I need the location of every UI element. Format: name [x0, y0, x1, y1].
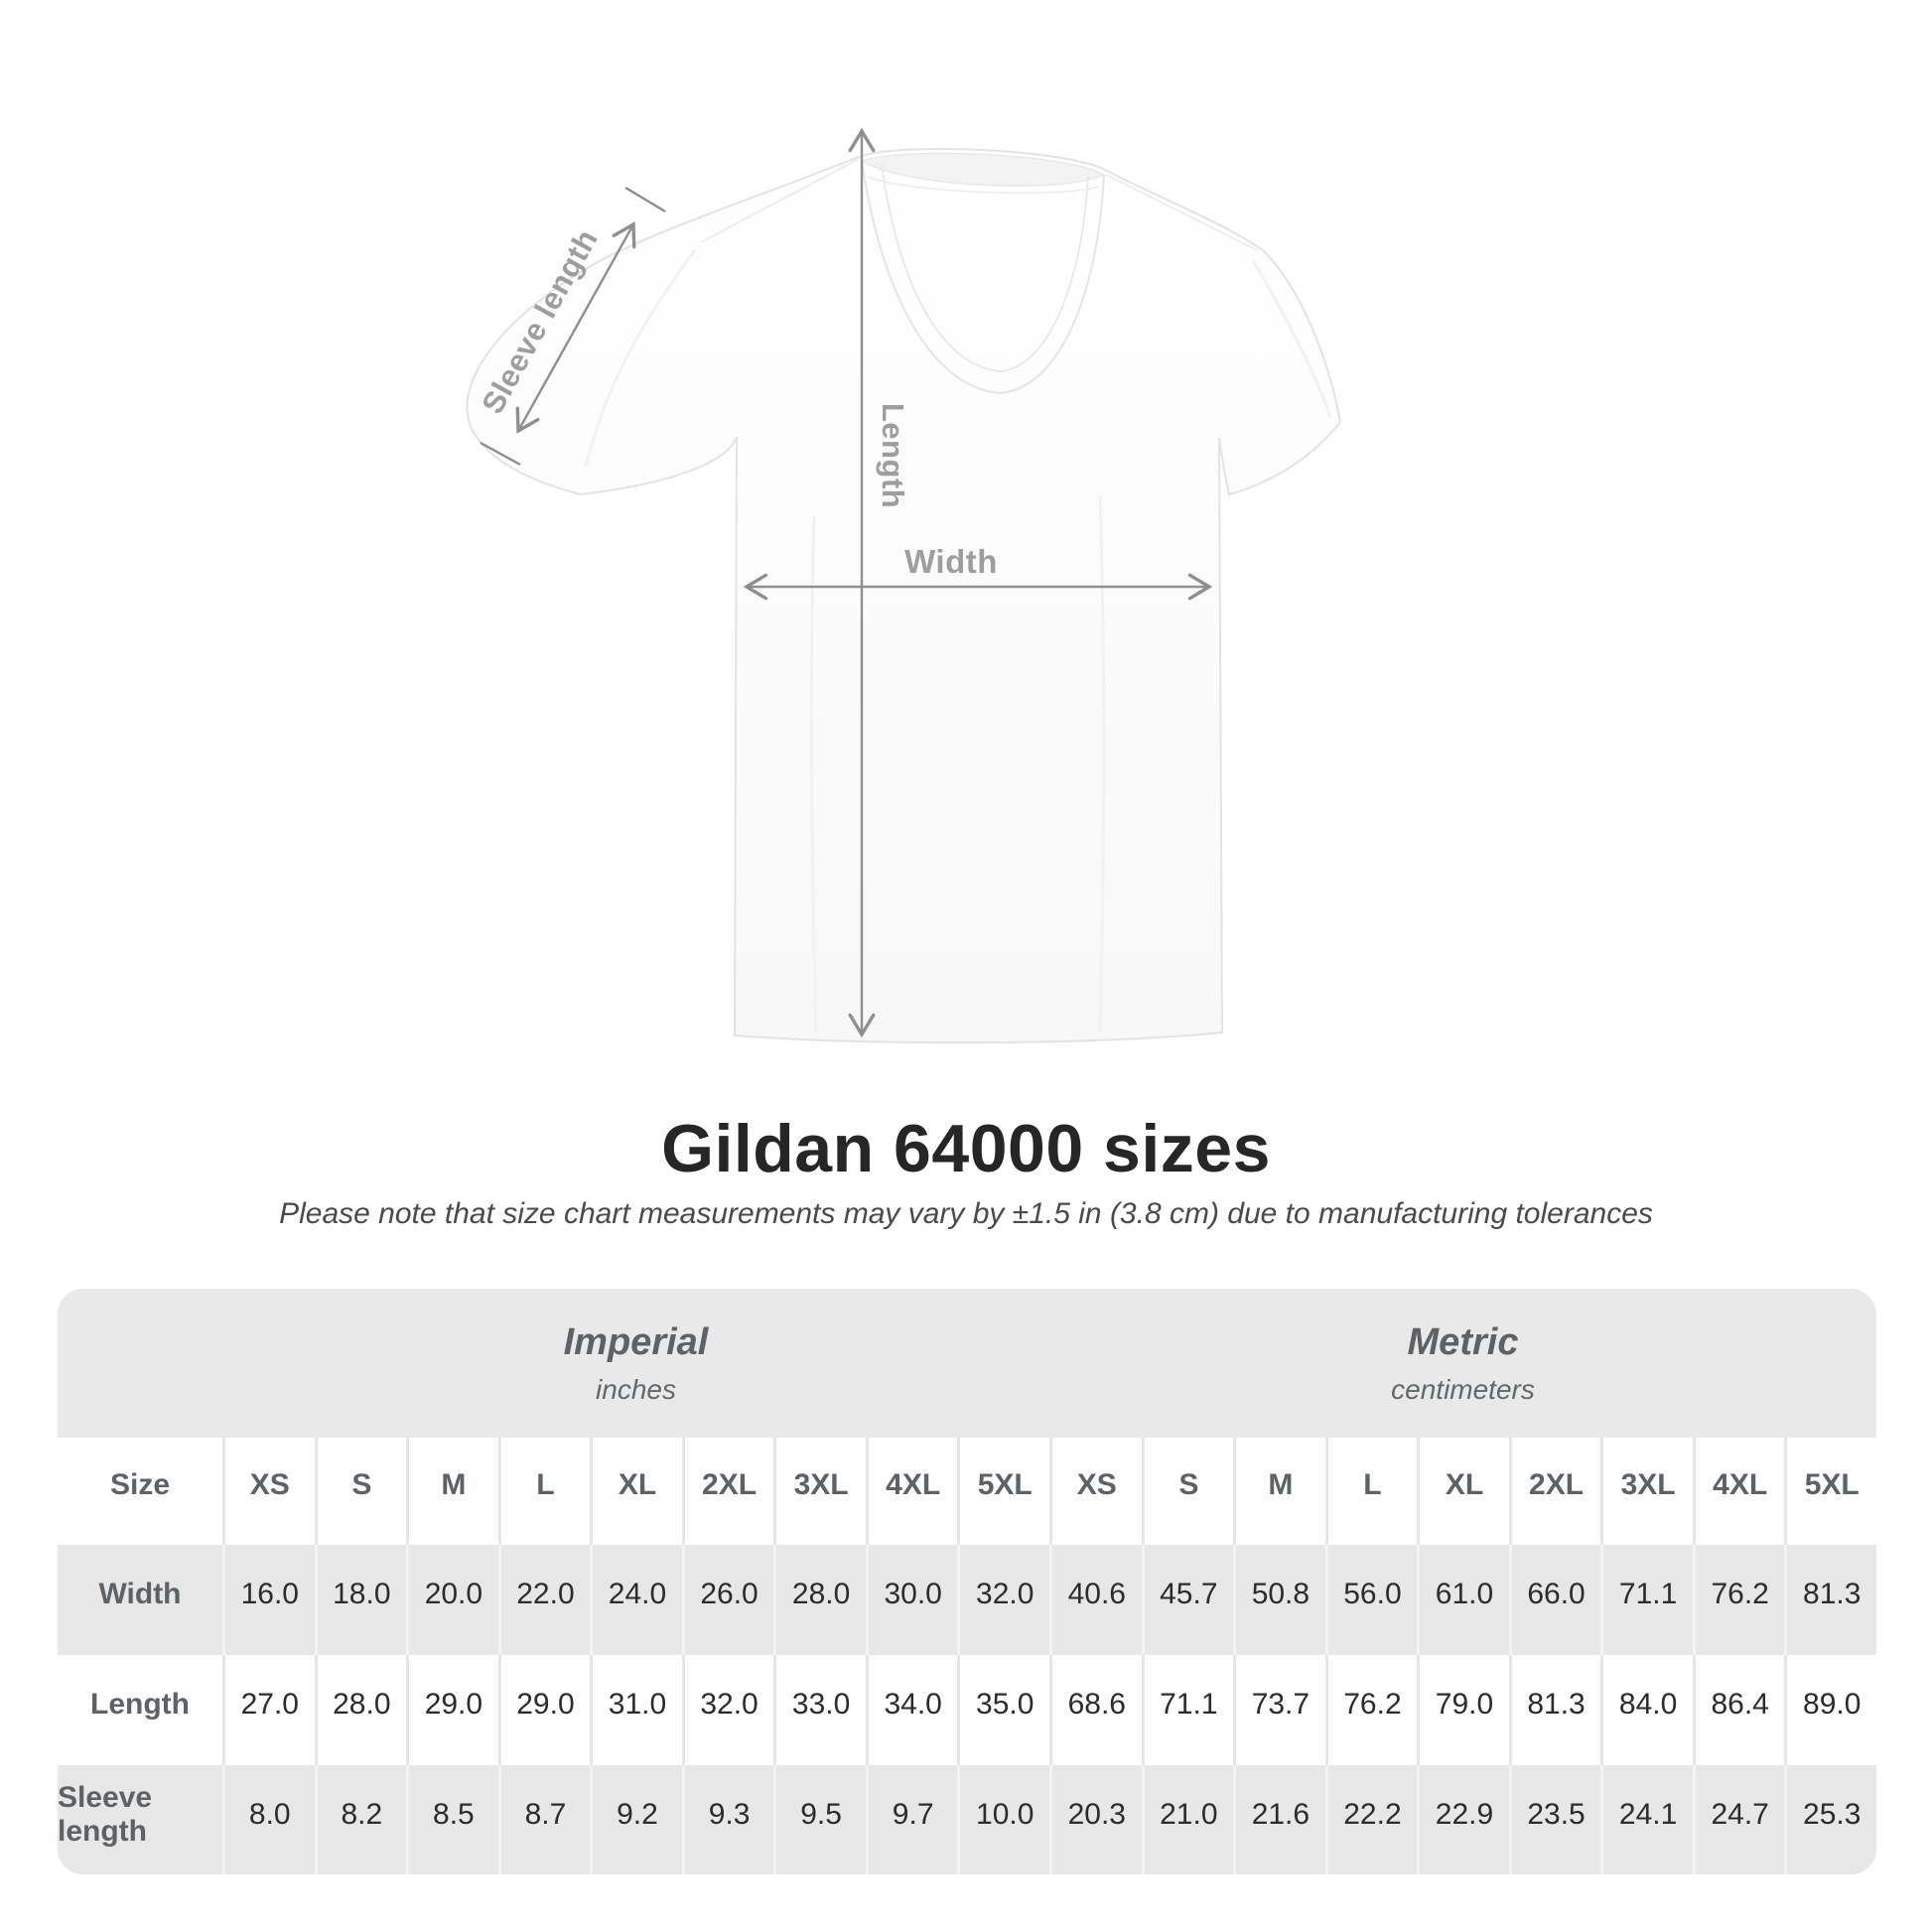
value-cell: 71.1 — [1142, 1655, 1234, 1765]
value-cell: 27.0 — [222, 1655, 315, 1765]
value-cell: 8.5 — [406, 1765, 498, 1874]
value-cell: 20.0 — [406, 1545, 498, 1655]
row-label: Length — [90, 1687, 190, 1721]
size-header-metric-l: L — [1325, 1438, 1418, 1545]
size-header-imperial-s: S — [315, 1438, 407, 1545]
value-cell: 76.2 — [1693, 1545, 1785, 1655]
value-cell: 86.4 — [1693, 1655, 1785, 1765]
size-header-imperial-3xl: 3XL — [773, 1438, 866, 1545]
value-cell: 81.3 — [1784, 1545, 1876, 1655]
imperial-title: Imperial — [563, 1320, 709, 1363]
size-header-imperial-xl: XL — [590, 1438, 682, 1545]
value-cell: 21.0 — [1142, 1765, 1234, 1874]
value-cell: 9.5 — [773, 1765, 866, 1874]
value-cell: 40.6 — [1049, 1545, 1142, 1655]
value-cell: 22.9 — [1417, 1765, 1509, 1874]
value-cell: 25.3 — [1784, 1765, 1876, 1874]
value-cell: 76.2 — [1325, 1655, 1418, 1765]
length-label: Length — [876, 402, 910, 509]
value-cell: 24.0 — [590, 1545, 682, 1655]
value-cell: 24.7 — [1693, 1765, 1785, 1874]
table-row-length — [58, 1655, 1876, 1765]
value-cell: 33.0 — [773, 1655, 866, 1765]
sleeve-length-label: Sleeve length — [475, 223, 605, 420]
value-cell: 73.7 — [1233, 1655, 1325, 1765]
sleeve-end-tick-top — [625, 188, 665, 211]
value-cell: 16.0 — [222, 1545, 315, 1655]
size-header-metric-xs: XS — [1049, 1438, 1142, 1545]
value-cell: 8.7 — [498, 1765, 591, 1874]
value-cell: 66.0 — [1509, 1545, 1601, 1655]
value-cell: 81.3 — [1509, 1655, 1601, 1765]
units-band — [58, 1289, 1876, 1438]
row-label: Sleeve length — [58, 1780, 153, 1848]
value-cell: 68.6 — [1049, 1655, 1142, 1765]
value-cell: 30.0 — [866, 1545, 958, 1655]
metric-section-header — [1049, 1321, 1876, 1406]
value-cell: 89.0 — [1784, 1655, 1876, 1765]
table-row-sleeve-length — [58, 1765, 1876, 1874]
value-cell: 79.0 — [1417, 1655, 1509, 1765]
size-rows — [58, 1545, 1876, 1874]
value-cell: 9.2 — [590, 1765, 682, 1874]
size-header-imperial-l: L — [498, 1438, 591, 1545]
value-cell: 20.3 — [1049, 1765, 1142, 1874]
value-cell: 32.0 — [682, 1655, 774, 1765]
value-cell: 24.1 — [1600, 1765, 1693, 1874]
size-header-row — [58, 1438, 1876, 1545]
value-cell: 56.0 — [1325, 1545, 1418, 1655]
value-cell: 8.0 — [222, 1765, 315, 1874]
value-cell: 8.2 — [315, 1765, 407, 1874]
size-header-metric-4xl: 4XL — [1693, 1438, 1785, 1545]
metric-title: Metric — [1407, 1320, 1519, 1363]
imperial-unit: inches — [596, 1373, 676, 1405]
size-header-metric-3xl: 3XL — [1600, 1438, 1693, 1545]
value-cell: 31.0 — [590, 1655, 682, 1765]
size-header-imperial-5xl: 5XL — [957, 1438, 1049, 1545]
value-cell: 18.0 — [315, 1545, 407, 1655]
value-cell: 61.0 — [1417, 1545, 1509, 1655]
value-cell: 29.0 — [406, 1655, 498, 1765]
value-cell: 23.5 — [1509, 1765, 1601, 1874]
tshirt-body — [467, 149, 1340, 1042]
size-header-imperial-xs: XS — [222, 1438, 315, 1545]
value-cell: 32.0 — [957, 1545, 1049, 1655]
value-cell: 28.0 — [315, 1655, 407, 1765]
size-header-imperial-m: M — [406, 1438, 498, 1545]
row-label: Width — [98, 1577, 182, 1610]
value-cell: 84.0 — [1600, 1655, 1693, 1765]
size-header-imperial-4xl: 4XL — [866, 1438, 958, 1545]
value-cell: 9.7 — [866, 1765, 958, 1874]
imperial-section-header — [222, 1321, 1049, 1406]
size-chart-table — [58, 1289, 1876, 1874]
value-cell: 26.0 — [682, 1545, 774, 1655]
value-cell: 28.0 — [773, 1545, 866, 1655]
value-cell: 22.2 — [1325, 1765, 1418, 1874]
tolerance-note: Please note that size chart measurements may vary by ±1.5 in (3.8 cm) due to manufacturing tolerances — [279, 1197, 1653, 1230]
value-cell: 21.6 — [1233, 1765, 1325, 1874]
value-cell: 22.0 — [498, 1545, 591, 1655]
size-column-header: Size — [109, 1468, 171, 1501]
value-cell: 45.7 — [1142, 1545, 1234, 1655]
value-cell: 50.8 — [1233, 1545, 1325, 1655]
size-header-metric-xl: XL — [1417, 1438, 1509, 1545]
size-header-metric-s: S — [1142, 1438, 1234, 1545]
value-cell: 34.0 — [866, 1655, 958, 1765]
size-header-metric-2xl: 2XL — [1509, 1438, 1601, 1545]
value-cell: 35.0 — [957, 1655, 1049, 1765]
metric-unit: centimeters — [1391, 1373, 1535, 1405]
value-cell: 71.1 — [1600, 1545, 1693, 1655]
size-grid — [58, 1438, 1876, 1874]
value-cell: 9.3 — [682, 1765, 774, 1874]
size-header-metric-5xl: 5XL — [1784, 1438, 1876, 1545]
value-cell: 10.0 — [957, 1765, 1049, 1874]
table-row-width — [58, 1545, 1876, 1655]
value-cell: 29.0 — [498, 1655, 591, 1765]
size-header-metric-m: M — [1233, 1438, 1325, 1545]
page-title: Gildan 64000 sizes — [661, 1111, 1271, 1186]
width-label: Width — [904, 543, 998, 580]
size-header-imperial-2xl: 2XL — [682, 1438, 774, 1545]
